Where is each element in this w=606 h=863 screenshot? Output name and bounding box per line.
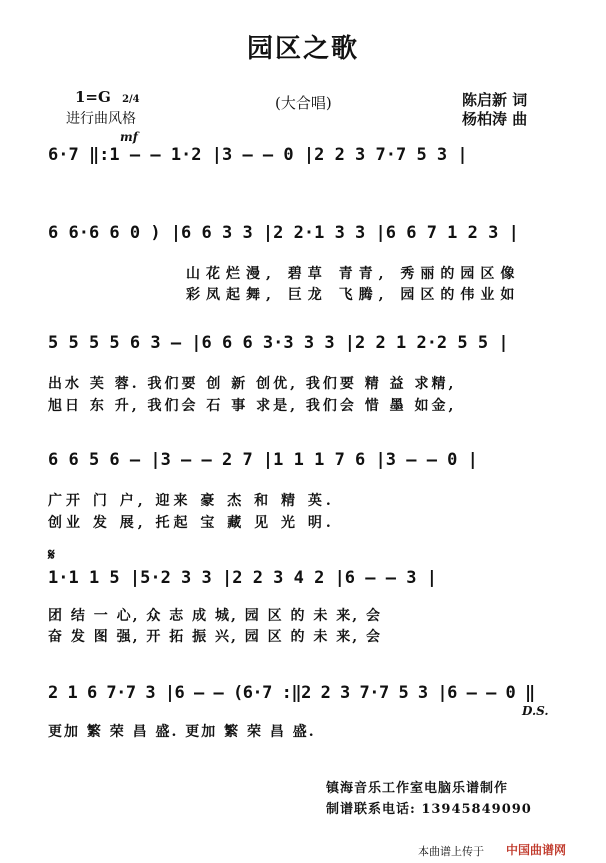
upload-note: 本曲谱上传于	[418, 845, 484, 858]
notation-row-5: 1·1 1 5 |5·2 3 3 |2 2 3 4 2 |6 — — 3 |	[48, 568, 437, 588]
key-signature	[75, 88, 140, 106]
notation-row-3: 5 5 5 5 6 3 — |6 6 6 3·3 3 3 |2 2 1 2·2 5 5 |	[48, 333, 509, 353]
lyricist-credit: 陈启新 词	[462, 91, 528, 109]
site-logo: 中国曲谱网	[506, 843, 567, 857]
notation-row-1: 6·7 ‖:1 — — 1·2 |3 — — 0 |2 2 3 7·7 5 3 |	[48, 145, 468, 165]
choir-label: (大合唱)	[275, 94, 332, 112]
notation-row-2: 6 6·6 6 0 ) |6 6 3 3 |2 2·1 3 3 |6 6 7 1 2 3 |	[48, 223, 519, 243]
lyric-row-3-verse-2: 旭日 东 升, 我们会 石 事 求是, 我们会 惜 墨 如金,	[48, 398, 457, 414]
ds-mark: D.S.	[522, 704, 549, 718]
style-label: 进行曲风格	[66, 111, 136, 127]
lyric-row-5-verse-2: 奋 发 图 强, 开 拓 振 兴, 园 区 的 未 来, 会	[48, 629, 382, 645]
notation-row-6: 2 1 6 7·7 3 |6 — — (6·7 :‖2 2 3 7·7 5 3 |6 — — 0 ‖	[48, 683, 535, 703]
footer-studio: 镇海音乐工作室电脑乐谱制作	[326, 781, 509, 796]
time-signature: 2/4	[122, 94, 140, 105]
footer-phone: 制谱联系电话: 13945849090	[326, 802, 532, 817]
lyric-row-4-verse-2: 创业 发 展, 托起 宝 藏 见 光 明.	[48, 515, 335, 531]
key-label: 1=G	[75, 88, 111, 106]
lyric-row-4-verse-1: 广开 门 户, 迎来 豪 杰 和 精 英.	[48, 493, 335, 509]
dynamic-mark: mf	[120, 130, 138, 144]
composer-credit: 杨柏涛 曲	[462, 110, 528, 128]
lyric-row-6: 更加 繁 荣 昌 盛. 更加 繁 荣 昌 盛.	[48, 724, 316, 740]
lyric-row-2-verse-1: 山花烂漫, 碧草 青青, 秀丽的园区像	[186, 266, 521, 282]
lyric-row-5-verse-1: 团 结 一 心, 众 志 成 城, 园 区 的 未 来, 会	[48, 608, 382, 624]
notation-row-4: 6 6 5 6 — |3 — — 2 7 |1 1 1 7 6 |3 — — 0 |	[48, 450, 478, 470]
song-title: 园区之歌	[246, 34, 359, 64]
segno-sign: 𝄋	[48, 545, 55, 564]
lyric-row-2-verse-2: 彩凤起舞, 巨龙 飞腾, 园区的伟业如	[186, 287, 521, 303]
lyric-row-3-verse-1: 出水 芙 蓉. 我们要 创 新 创优, 我们要 精 益 求精,	[48, 376, 457, 392]
